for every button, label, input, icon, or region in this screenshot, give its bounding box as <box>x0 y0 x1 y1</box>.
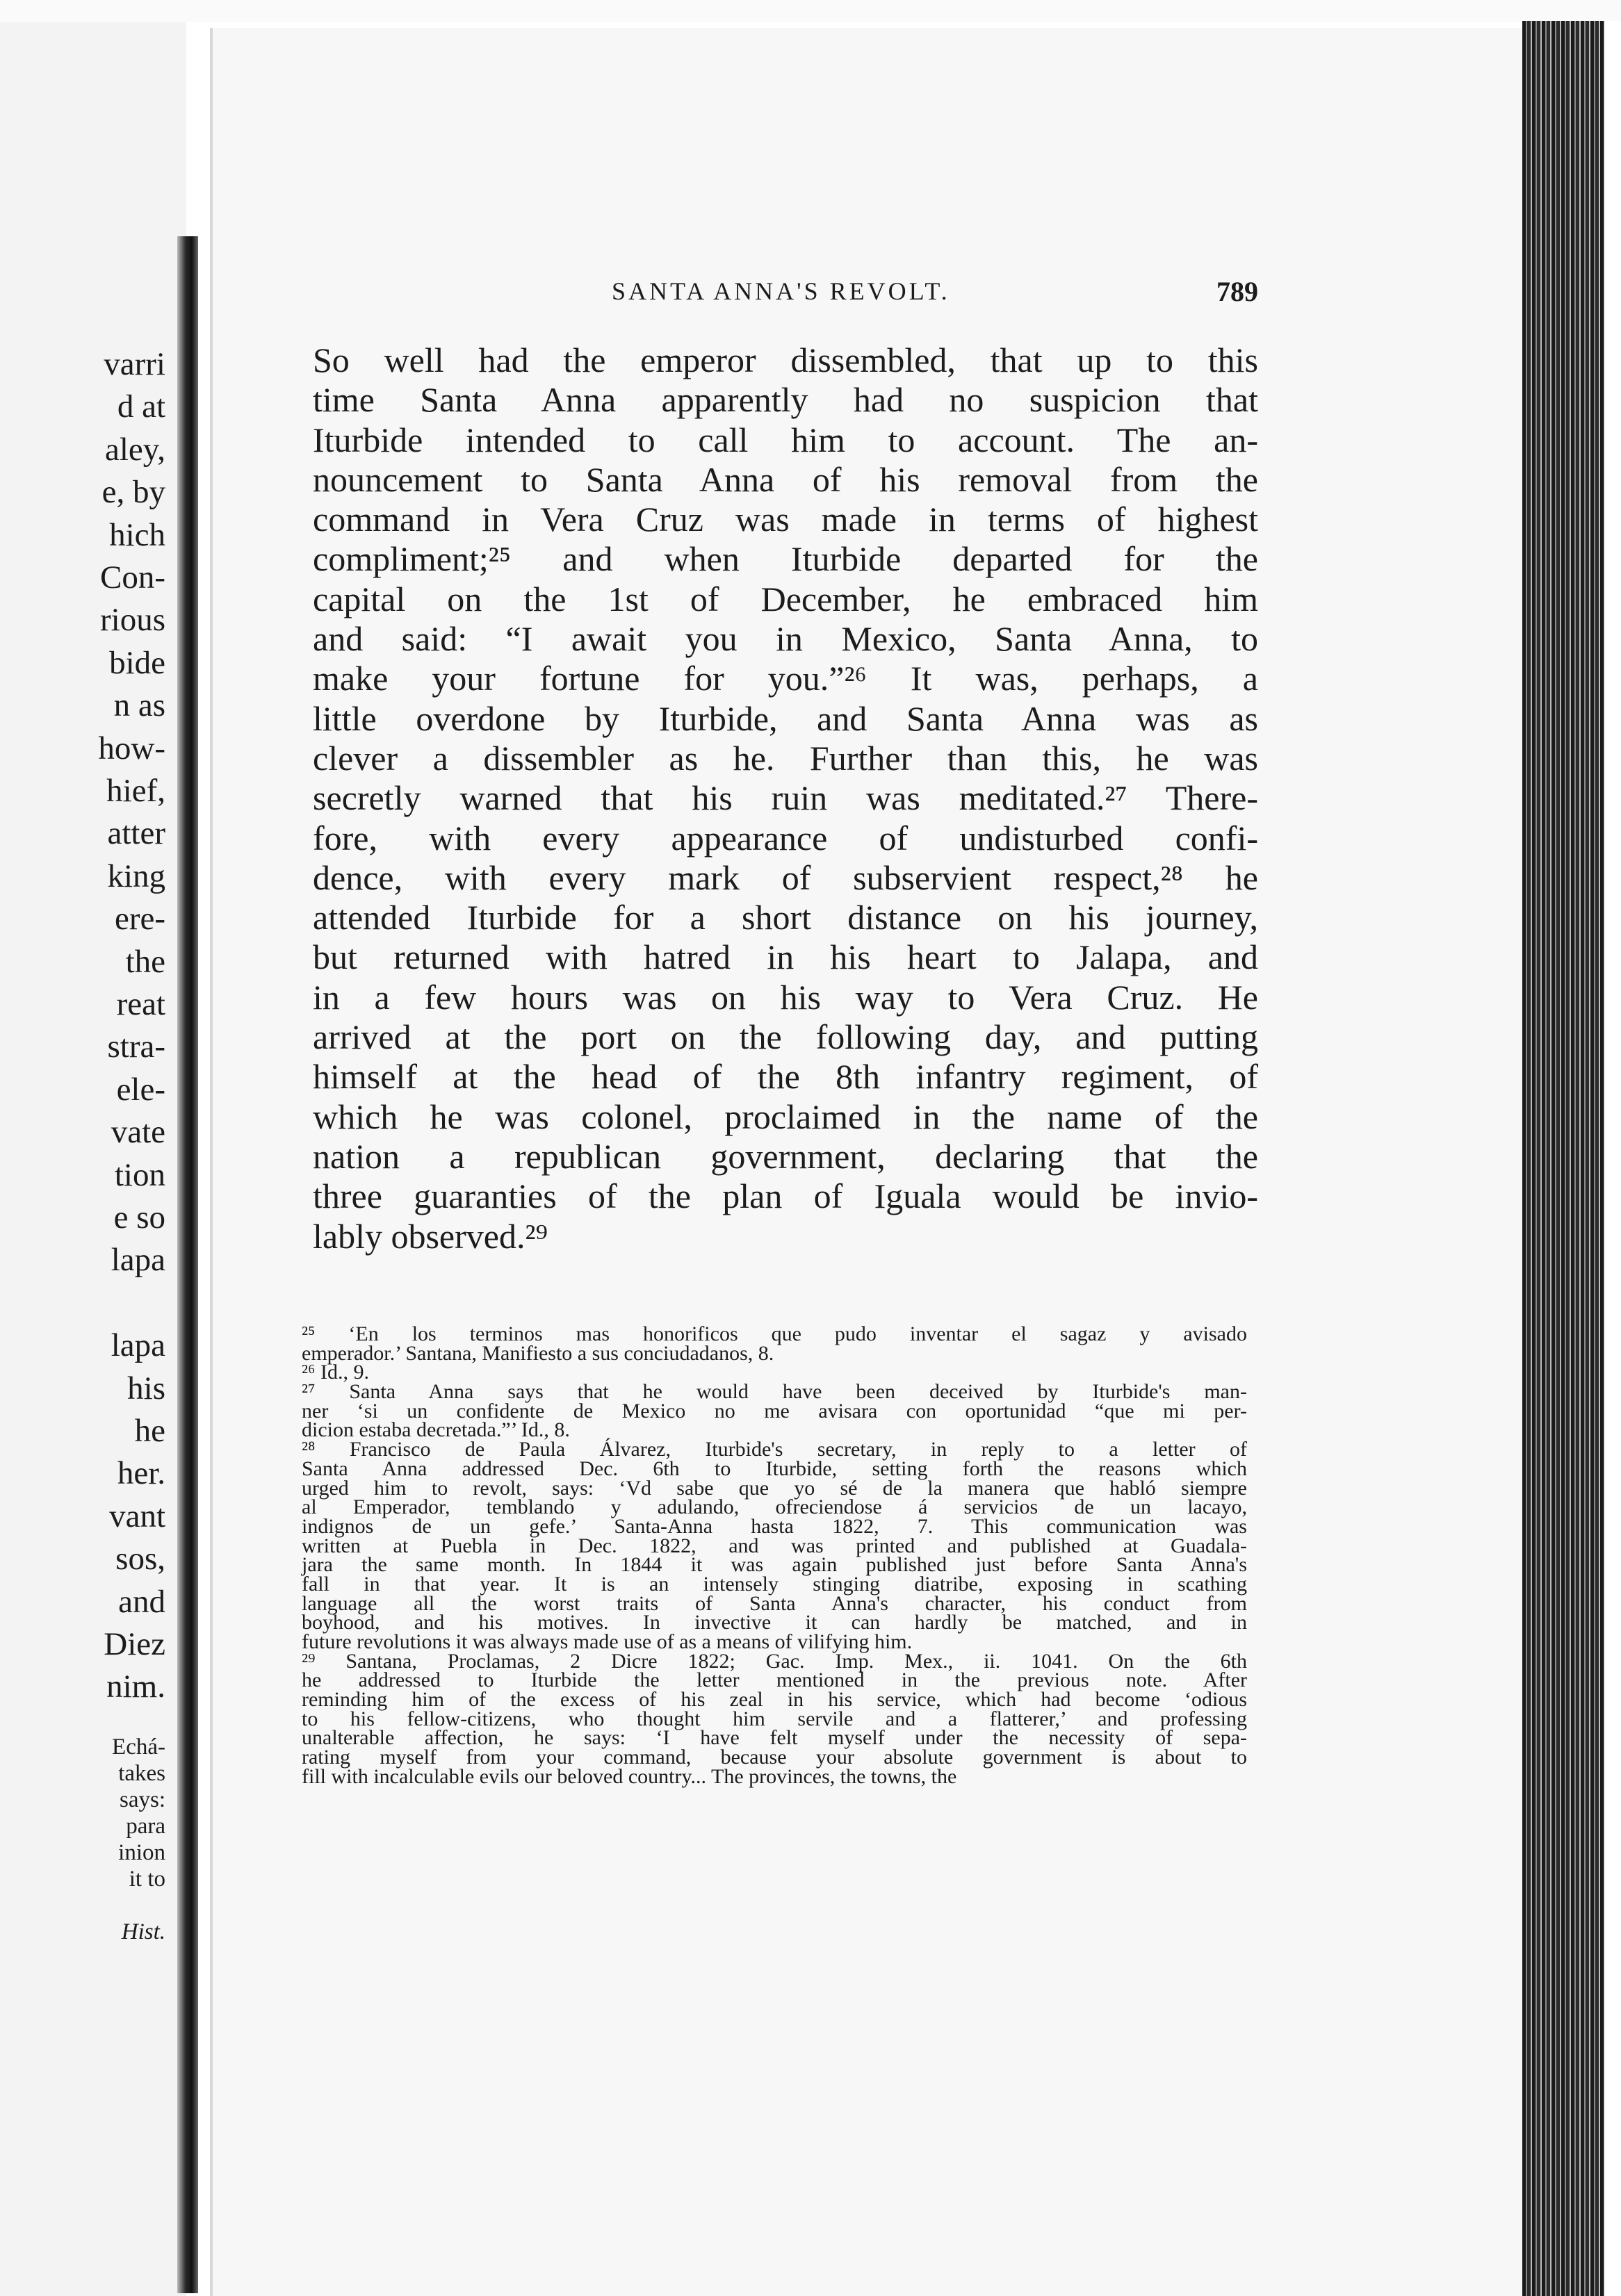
body-line: secretly warned that his ruin was meditated.²⁷ There- <box>313 778 1258 818</box>
left-fragment: hief, <box>106 773 165 809</box>
left-fragment: atter <box>107 815 165 852</box>
left-fragment: rious <box>100 602 165 639</box>
left-fragment: the <box>125 943 165 980</box>
body-line: attended Iturbide for a short distance on his journey, <box>313 898 1258 937</box>
left-fragment: he <box>134 1413 165 1449</box>
body-paragraph <box>313 341 1258 1256</box>
body-line: little overdone by Iturbide, and Santa Anna was as <box>313 698 1258 738</box>
left-fragment: d at <box>117 388 165 425</box>
left-fragment: n as <box>113 687 165 724</box>
left-fragment: it to <box>129 1867 165 1892</box>
page-edges <box>1522 21 1621 2296</box>
footnote-line: ²⁸ Francisco de Paula Álvarez, Iturbide's secretary, in reply to a letter of <box>302 1438 1247 1461</box>
left-fragment: e so <box>113 1199 165 1236</box>
running-head <box>313 277 1258 318</box>
book-gutter <box>177 236 198 2293</box>
footnote-line: fall in that year. It is an intensely stinging diatribe, exposing in scathing <box>302 1572 1247 1596</box>
left-fragment: inion <box>118 1840 165 1865</box>
left-fragment: bide <box>109 644 165 681</box>
running-title: SANTA ANNA'S REVOLT. <box>612 277 950 305</box>
footnote-line: Santa Anna addressed Dec. 6th to Iturbide, setting forth the reasons which <box>302 1457 1247 1480</box>
body-line: himself at the head of the 8th infantry regiment, of <box>313 1057 1258 1097</box>
left-fragment: hich <box>109 516 165 553</box>
left-fragment: e, by <box>101 474 165 511</box>
left-fragment: ere- <box>114 901 165 937</box>
left-fragment: Echá- <box>112 1735 165 1760</box>
footnote-line: future revolutions it was always made use of as a means of vilifying him. <box>302 1630 913 1653</box>
footnote-line: rating myself from your command, because your absolute government is about to <box>302 1746 1247 1769</box>
left-fragment: para <box>126 1814 165 1839</box>
body-line: arrived at the port on the following day, and putting <box>313 1017 1258 1057</box>
footnote-line: boyhood, and his motives. In invective it can hardly be matched, and in <box>302 1611 1247 1634</box>
body-line: dence, with every mark of subservient respect,²⁸ he <box>313 858 1258 897</box>
scan-top-band <box>0 0 1621 22</box>
body-line: nation a republican government, declaring that the <box>313 1136 1258 1176</box>
left-fragment: lapa <box>111 1327 165 1364</box>
left-fragment: her. <box>117 1455 165 1492</box>
left-fragment: how- <box>98 730 165 766</box>
body-line: So well had the emperor dissembled, that up to this <box>313 341 1258 379</box>
left-fragment: lapa <box>111 1242 165 1279</box>
footnote-line: ²⁹ Santana, Proclamas, 2 Dicre 1822; Gac. Imp. Mex., ii. 1041. On the 6th <box>302 1649 1247 1673</box>
body-line: make your fortune for you.”²⁶ It was, perhaps, a <box>313 659 1258 698</box>
body-line: in a few hours was on his way to Vera Cruz. He <box>313 977 1258 1017</box>
footnote-line: ²⁷ Santa Anna says that he would have been deceived by Iturbide's man- <box>302 1380 1247 1404</box>
body-line: three guaranties of the plan of Iguala would be invio- <box>313 1176 1258 1216</box>
body-line: time Santa Anna apparently had no suspicion that <box>313 380 1258 420</box>
body-line: command in Vera Cruz was made in terms of highest <box>313 500 1258 539</box>
footnote-line: ²⁵ ‘En los terminos mas honorificos que pudo inventar el sagaz y avisado <box>302 1322 1247 1345</box>
footnote-line: ²⁶ Id., 9. <box>302 1361 369 1384</box>
footnote-line: emperador.’ Santana, Manifiesto a sus conciudadanos, 8. <box>302 1341 774 1365</box>
left-fragment: nim. <box>106 1668 165 1705</box>
body-line: nouncement to Santa Anna of his removal from the <box>313 459 1258 499</box>
left-fragment: ele- <box>116 1071 165 1108</box>
left-fragment: varri <box>104 346 165 382</box>
footnote-line: urged him to revolt, says: ‘Vd sabe que yo sé de la manera que habló siempre <box>302 1476 1247 1500</box>
footnote-line: unalterable affection, he says: ‘I have felt myself under the necessity of sepa- <box>302 1726 1247 1750</box>
body-line: lably observed.²⁹ <box>313 1216 548 1256</box>
body-line: but returned with hatred in his heart to Jalapa, and <box>313 937 1258 977</box>
left-fragment: says: <box>120 1787 165 1812</box>
left-fragment: his <box>127 1370 165 1407</box>
footnote-line: indignos de un gefe.’ Santa-Anna hasta 1822, 7. This communication was <box>302 1514 1247 1538</box>
footnote-line: dicion estaba decretada.”’ Id., 8. <box>302 1418 570 1442</box>
footnote-line: language all the worst traits of Santa Anna's character, his conduct from <box>302 1591 1247 1615</box>
left-fragment: sos, <box>115 1541 165 1577</box>
left-fragment: and <box>118 1583 165 1620</box>
body-line: Iturbide intended to call him to account. The an- <box>313 420 1258 459</box>
footnote-line: written at Puebla in Dec. 1822, and was printed and published at Guadala- <box>302 1534 1247 1557</box>
left-fragment: Diez <box>104 1626 165 1662</box>
left-fragment: king <box>107 858 165 894</box>
left-fragment: reat <box>116 986 165 1022</box>
body-line: which he was colonel, proclaimed in the name of the <box>313 1097 1258 1136</box>
body-line: capital on the 1st of December, he embraced him <box>313 579 1258 618</box>
footnote-line: he addressed to Iturbide the letter mentioned in the previous note. After <box>302 1668 1247 1692</box>
page-number: 789 <box>1216 276 1258 307</box>
footnote-line: ner ‘si un confidente de Mexico no me avisara con oportunidad “que mi per- <box>302 1399 1247 1422</box>
footnote-line: to his fellow-citizens, who thought him servile and a flatterer,’ and professing <box>302 1707 1247 1730</box>
footnote-line: al Emperador, temblando y adulando, ofreciendose á servicios de un lacayo, <box>302 1495 1247 1519</box>
left-fragment: stra- <box>107 1028 165 1065</box>
footnote-line: reminding him of the excess of his zeal in his service, which had become ‘odious <box>302 1688 1247 1712</box>
left-fragment: Hist. <box>121 1919 165 1944</box>
left-fragment: tion <box>114 1156 165 1193</box>
body-line: clever a dissembler as he. Further than this, he was <box>313 738 1258 778</box>
footnote-line: fill with incalculable evils our beloved country... The provinces, the towns, the <box>302 1764 957 1788</box>
footnotes <box>302 1322 1247 1788</box>
left-fragment: aley, <box>105 431 165 468</box>
body-line: compliment;²⁵ and when Iturbide departed for the <box>313 539 1258 579</box>
left-fragment: vate <box>111 1114 165 1151</box>
left-fragment: Con- <box>100 559 165 596</box>
facing-page-left <box>0 22 186 2296</box>
body-line: fore, with every appearance of undisturbed confi- <box>313 818 1258 858</box>
footnote-line: jara the same month. In 1844 it was again published just before Santa Anna's <box>302 1553 1247 1577</box>
left-fragment: vant <box>109 1498 165 1534</box>
body-line: and said: “I await you in Mexico, Santa Anna, to <box>313 619 1258 659</box>
left-fragment: takes <box>118 1761 165 1786</box>
